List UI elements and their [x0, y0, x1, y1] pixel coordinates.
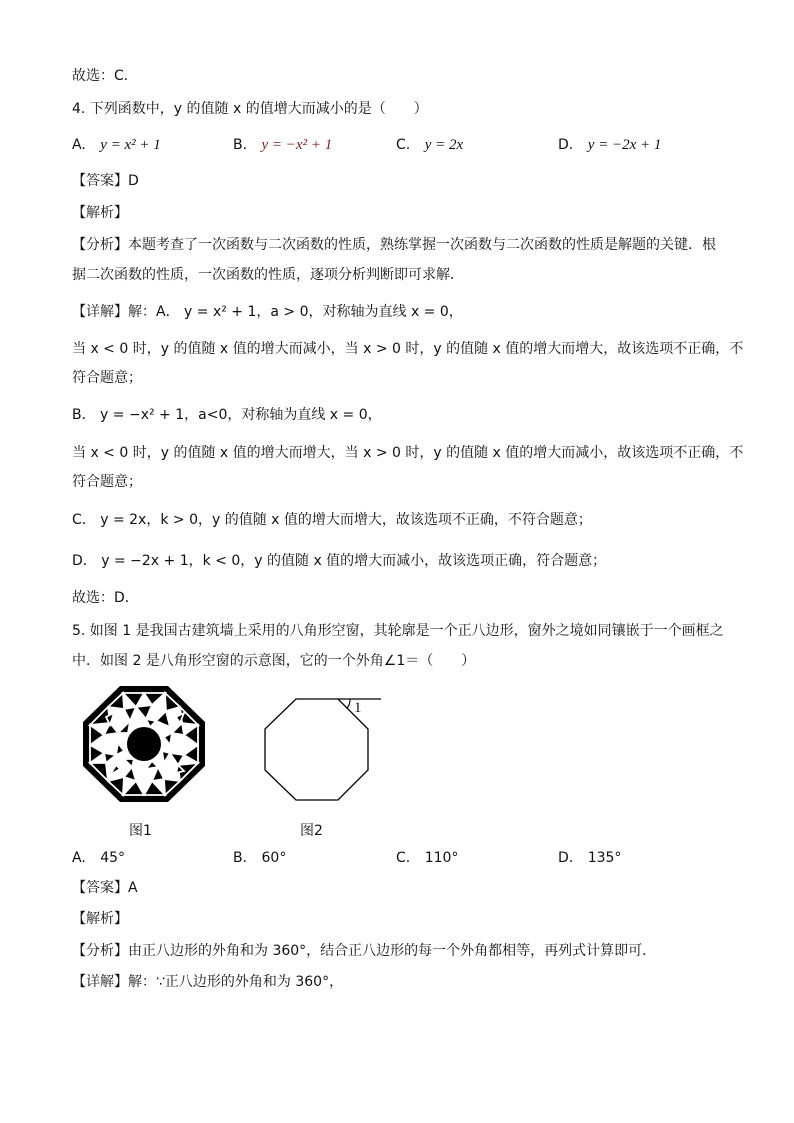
- q5-option-c: [396, 848, 458, 868]
- q5-stem-line1: 5. 如图 1 是我国古建筑墙上采用的八角形空窗，其轮廓是一个正八边形，窗外之境如同镶嵌于一个画框之: [72, 623, 724, 639]
- figure-2-caption: 图2: [300, 823, 323, 839]
- q5-option-c-label: C.: [396, 850, 411, 866]
- q4-option-a: [72, 135, 161, 155]
- q5-option-b-value: 60°: [261, 850, 287, 866]
- q4-detail-a: [72, 302, 463, 322]
- q4-option-b: [233, 135, 332, 155]
- q4-conclusion: 故选：D．: [72, 590, 139, 606]
- q5-option-d-value: 135°: [587, 850, 622, 866]
- q4-option-d-label: D.: [558, 137, 574, 153]
- q4-option-c-label: C.: [396, 137, 411, 153]
- q5-option-b-label: B.: [233, 850, 248, 866]
- q4-fenxi-line1: [72, 235, 716, 255]
- q5-answer-tag: 【答案】: [72, 880, 128, 896]
- q4-stem: 4. 下列函数中，y 的值随 x 的值增大而减小的是（ ）: [72, 101, 428, 117]
- q5-option-d: [558, 848, 621, 868]
- q5-detail: [72, 972, 343, 992]
- q5-fenxi-tag: 【分析】: [72, 943, 128, 959]
- q5-stem-line2: 中．如图 2 是八角形空窗的示意图，它的一个外角∠1＝（ ）: [72, 653, 476, 669]
- q5-option-a-value: 45°: [100, 850, 126, 866]
- q4-answer-tag: 【答案】: [72, 173, 128, 189]
- q4-answer-value: D: [128, 173, 139, 189]
- figure-2-octagon-diagram: [258, 692, 384, 804]
- q5-option-a-label: A.: [72, 850, 86, 866]
- q5-option-d-label: D.: [558, 850, 574, 866]
- prev-answer: 故选：C．: [72, 68, 138, 84]
- q5-fenxi-text: 由正八边形的外角和为 360°，结合正八边形的每一个外角都相等，再列式计算即可．: [128, 943, 657, 959]
- q4-analysis-tag: 【解析】: [72, 205, 128, 221]
- q4-fenxi-text: 本题考查了一次函数与二次函数的性质，熟练掌握一次函数与二次函数的性质是解题的关键．根: [128, 237, 716, 253]
- q4-option-b-expr: y = −x² + 1: [261, 137, 333, 153]
- q5-detail-text: 解：∵正八边形的外角和为 360°，: [128, 974, 344, 990]
- q4-detail-b3: 符合题意；: [72, 474, 142, 490]
- q4-detail-c: C． y = 2x，k > 0，y 的值随 x 值的增大而增大，故该选项不正确，不符合题意；: [72, 512, 592, 528]
- q5-option-a: [72, 848, 125, 868]
- q4-detail-a3: 符合题意；: [72, 370, 142, 386]
- q5-analysis-tag: 【解析】: [72, 911, 128, 927]
- q4-detail-b2: 当 x < 0 时，y 的值随 x 值的增大而增大，当 x > 0 时，y 的值随 x 值的增大而减小，故该选项不正确，不: [72, 445, 744, 461]
- q4-answer: [72, 171, 139, 191]
- q4-fenxi-tag: 【分析】: [72, 237, 128, 253]
- q4-option-c: [396, 135, 463, 155]
- q4-detail-tag: 【详解】: [72, 304, 128, 320]
- q4-detail-b: B． y = −x² + 1，a<0，对称轴为直线 x = 0，: [72, 407, 382, 423]
- q4-option-a-label: A.: [72, 137, 86, 153]
- q4-option-c-expr: y = 2x: [424, 137, 464, 153]
- q5-answer-value: A: [128, 880, 138, 896]
- q4-detail-d: D． y = −2x + 1，k < 0，y 的值随 x 值的增大而减小，故该选项正确，符合题意；: [72, 553, 607, 569]
- q5-option-c-value: 110°: [424, 850, 459, 866]
- figure-1-caption: 图1: [129, 823, 152, 839]
- q4-detail-a-text: 解：A． y = x² + 1，a > 0，对称轴为直线 x = 0，: [128, 304, 463, 320]
- figure-2-angle-label: 1: [354, 700, 362, 716]
- figure-1-octagon-window: [80, 683, 208, 805]
- q4-option-d: [558, 135, 661, 155]
- q5-option-b: [233, 848, 286, 868]
- q4-detail-a2: 当 x < 0 时，y 的值随 x 值的增大而减小，当 x > 0 时，y 的值随 x 值的增大而增大，故该选项不正确，不: [72, 341, 744, 357]
- q5-answer: [72, 878, 138, 898]
- q5-detail-tag: 【详解】: [72, 974, 128, 990]
- q5-fenxi: [72, 941, 656, 961]
- q4-option-b-label: B.: [233, 137, 248, 153]
- q4-option-d-expr: y = −2x + 1: [587, 137, 662, 153]
- q4-fenxi-line2: 据二次函数的性质，一次函数的性质，逐项分析判断即可求解．: [72, 267, 464, 283]
- q4-option-a-expr: y = x² + 1: [100, 137, 161, 153]
